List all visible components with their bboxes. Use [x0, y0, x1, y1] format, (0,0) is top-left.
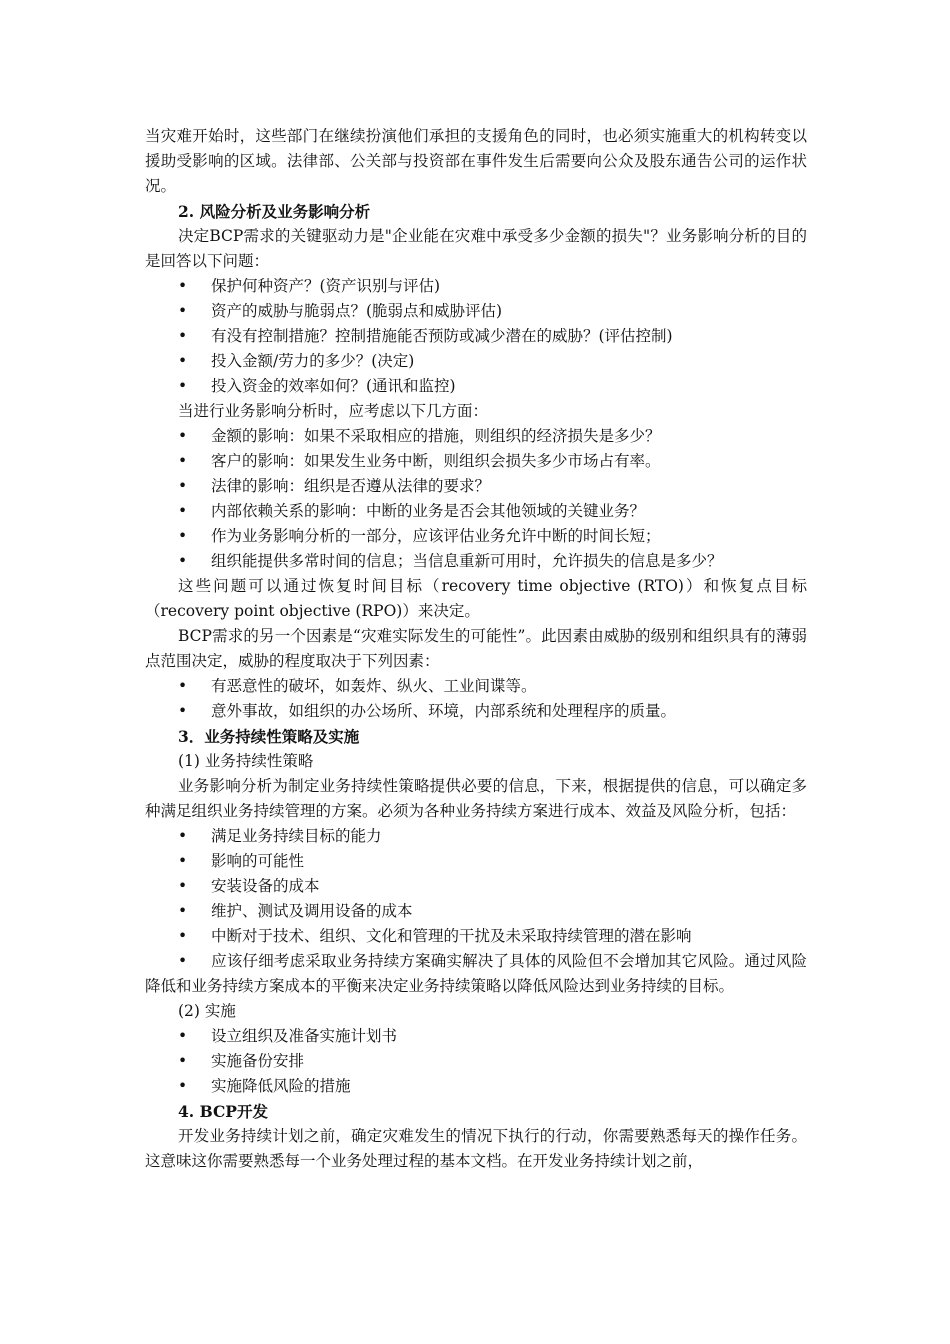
list-item: • 组织能提供多常时间的信息；当信息重新可用时，允许损失的信息是多少？ [145, 549, 807, 574]
list-item: • 意外事故，如组织的办公场所、环境，内部系统和处理程序的质量。 [145, 699, 807, 724]
bullet-icon: • [178, 702, 188, 720]
bullet-icon: • [178, 1052, 188, 1070]
paragraph-consider: 当进行业务影响分析时，应考虑以下几方面： [178, 402, 489, 420]
list-item: • 中断对于技术、组织、文化和管理的干扰及未采取持续管理的潜在影响 [145, 924, 807, 949]
bullet-icon: • [178, 277, 188, 295]
bullet-icon: • [178, 327, 188, 345]
analysis-list [145, 824, 807, 999]
paragraph-development: 开发业务持续计划之前，确定灾难发生的情况下执行的行动，你需要熟悉每天的操作任务。这意味这你需要熟悉每一个业务处理过程的基本文档。在开发业务持续计划之前， [145, 1127, 807, 1170]
bullet-icon: • [178, 552, 188, 570]
bullet-icon: • [178, 477, 188, 495]
bullet-icon: • [178, 302, 188, 320]
list-item: • 实施备份安排 [145, 1049, 807, 1074]
implementation-list [145, 1024, 807, 1099]
aspect-list [145, 424, 807, 574]
bullet-icon: • [178, 902, 188, 920]
paragraph-bcp-driver: 决定BCP需求的关键驱动力是"企业能在灾难中承受多少金额的损失"？业务影响分析的目的是回答以下问题： [145, 227, 807, 270]
list-item: • 应该仔细考虑采取业务持续方案确实解决了具体的风险但不会增加其它风险。通过风险降低和业务持续方案成本的平衡来决定业务持续策略以降低风险达到业务持续的目标。 [145, 949, 807, 999]
bullet-icon: • [178, 927, 188, 945]
list-item: • 维护、测试及调用设备的成本 [145, 899, 807, 924]
subheading-strategy: (1) 业务持续性策略 [178, 752, 314, 770]
list-item: • 实施降低风险的措施 [145, 1074, 807, 1099]
subheading-implementation: (2) 实施 [178, 1002, 236, 1020]
bullet-icon: • [178, 877, 188, 895]
bullet-icon: • [178, 1077, 188, 1095]
section-heading-4: 4. BCP开发 [178, 1102, 268, 1121]
bullet-icon: • [178, 1027, 188, 1045]
section-heading-3: 3．业务持续性策略及实施 [178, 727, 360, 746]
list-item: • 满足业务持续目标的能力 [145, 824, 807, 849]
list-item: • 资产的威胁与脆弱点？(脆弱点和威胁评估) [145, 299, 807, 324]
paragraph-strategy: 业务影响分析为制定业务持续性策略提供必要的信息，下来，根据提供的信息，可以确定多种满足组织业务持续管理的方案。必须为各种业务持续方案进行成本、效益及风险分析，包括： [145, 777, 807, 820]
list-item: • 法律的影响：组织是否遵从法律的要求？ [145, 474, 807, 499]
list-item: • 作为业务影响分析的一部分，应该评估业务允许中断的时间长短； [145, 524, 807, 549]
list-item: • 有恶意性的破坏，如轰炸、纵火、工业间谍等。 [145, 674, 807, 699]
list-item: • 安装设备的成本 [145, 874, 807, 899]
question-list [145, 274, 807, 399]
bullet-icon: • [178, 852, 188, 870]
bullet-icon: • [178, 952, 188, 970]
bullet-icon: • [178, 427, 188, 445]
list-item: • 金额的影响：如果不采取相应的措施，则组织的经济损失是多少？ [145, 424, 807, 449]
bullet-icon: • [178, 352, 188, 370]
bullet-icon: • [178, 677, 188, 695]
paragraph-threat-factor: BCP需求的另一个因素是“灾难实际发生的可能性”。此因素由威胁的级别和组织具有的薄弱点范围决定，威胁的程度取决于下列因素： [145, 627, 807, 670]
factor-list [145, 674, 807, 724]
bullet-icon: • [178, 377, 188, 395]
bullet-icon: • [178, 452, 188, 470]
bullet-icon: • [178, 502, 188, 520]
list-item: • 保护何种资产？(资产识别与评估) [145, 274, 807, 299]
section-heading-2: 2. 风险分析及业务影响分析 [178, 202, 371, 221]
list-item: • 客户的影响：如果发生业务中断，则组织会损失多少市场占有率。 [145, 449, 807, 474]
list-item: • 设立组织及准备实施计划书 [145, 1024, 807, 1049]
list-item: • 有没有控制措施？控制措施能否预防或减少潜在的威胁？(评估控制) [145, 324, 807, 349]
list-item: • 影响的可能性 [145, 849, 807, 874]
bullet-icon: • [178, 527, 188, 545]
list-item: • 投入资金的效率如何？(通讯和监控) [145, 374, 807, 399]
document-page [145, 124, 807, 1174]
list-item: • 内部依赖关系的影响：中断的业务是否会其他领域的关键业务？ [145, 499, 807, 524]
paragraph-rto-rpo: 这些问题可以通过恢复时间目标（recovery time objective (RTO)）和恢复点目标（recovery point objective (RPO)）来决定。 [145, 577, 807, 620]
list-item: • 投入金额/劳力的多少？(决定) [145, 349, 807, 374]
paragraph-intro: 当灾难开始时，这些部门在继续扮演他们承担的支援角色的同时，也必须实施重大的机构转变以援助受影响的区域。法律部、公关部与投资部在事件发生后需要向公众及股东通告公司的运作状况。 [145, 127, 807, 195]
bullet-icon: • [178, 827, 188, 845]
